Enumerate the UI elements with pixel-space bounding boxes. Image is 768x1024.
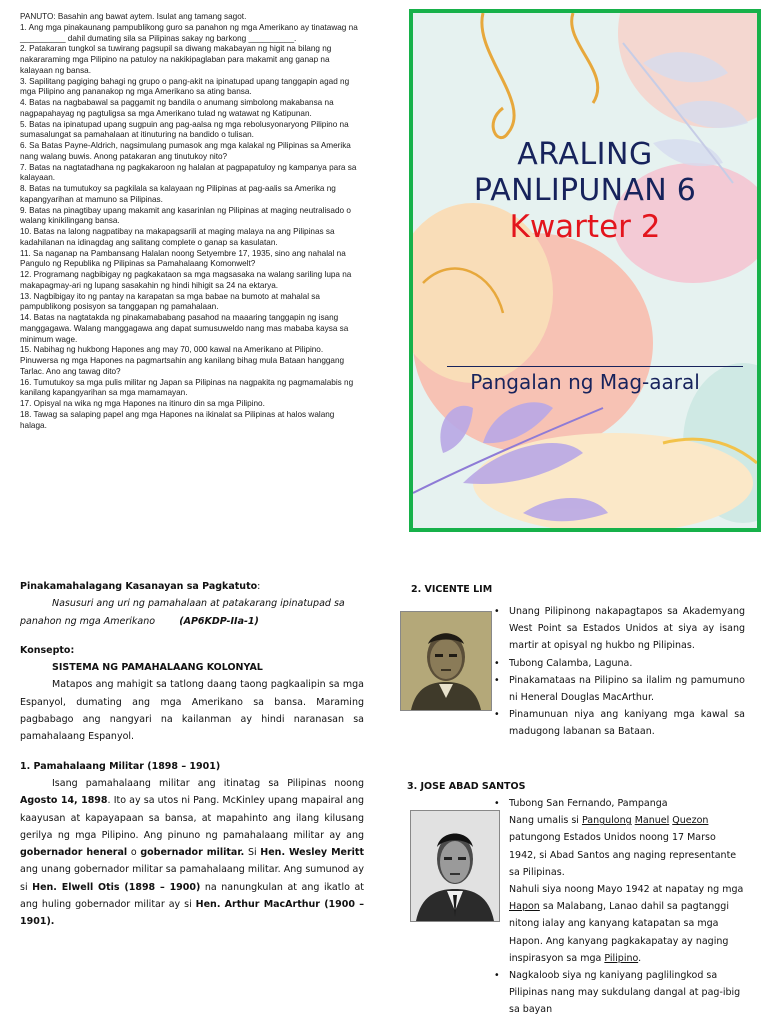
body-text: Isang pamahalaang militar ang itinatag sa Pilipinas noong [52, 777, 364, 789]
link-text: Pangulong [581, 815, 632, 827]
quiz-line: 1. Ang mga pinakaunang pampublikong guro sa panahon ng mga Amerikano ay tinatawag na [20, 22, 358, 32]
body-term: gobernador heneral [20, 847, 128, 859]
cover-title-line2: PANLIPUNAN 6 [473, 173, 697, 208]
quiz-line: halaga. [20, 420, 47, 430]
body-name: Hen. Wesley Meritt [260, 847, 365, 859]
quiz-line: kapangyarihan at mamuno sa Pilipinas. [20, 194, 163, 204]
quiz-line: 18. Tawag sa salaping papel ang mga Hapones na ikinalat sa Pilipinas at halos walang [20, 409, 335, 419]
concept-title: SISTEMA NG PAMAHALAANG KOLONYAL [52, 662, 263, 674]
link-text: Pilipino [604, 952, 639, 964]
body-text: Nahuli siya noong Mayo 1942 at napatay ng mga [509, 884, 744, 896]
quiz-line: 3. Sapilitang pagiging bahagi ng grupo o pang-akit na ipinatupad upang tanggapin agad ng [20, 76, 350, 86]
section-body [20, 775, 364, 931]
quiz-line: pampublikong posisyon sa tanggapan ng pamahalaan. [20, 302, 219, 312]
list-item: • Unang Pilipinong nakapagtapos sa Akademyang West Point sa Estados Unidos at siya ay isang martir at opisyal ng hukbo ng Pilipinas. [509, 603, 745, 655]
quiz-line: 13. Nagbibigay ito ng pantay na karapatan sa mga babae na bumoto at mahalal sa [20, 291, 320, 301]
santos-bullets [509, 795, 745, 1019]
cover-title-line1: ARALING [517, 137, 653, 172]
quiz-line: __________ dahil dumating sila sa Pilipinas sakay ng barkong __________. [20, 33, 297, 43]
spacer [20, 630, 364, 642]
cover-quarter: Kwarter 2 [509, 209, 661, 245]
list-item: • Tubong Calamba, Laguna. [509, 655, 745, 672]
quiz-line: walang kinikilingang bansa. [20, 216, 120, 226]
list-item: • Tubong San Fernando, Pampanga [509, 795, 745, 812]
quiz-line: Pangulo ng Republika ng Pilipinas sa Pamahalaang Komonwelt? [20, 259, 256, 269]
quiz-line: kalayaan. [20, 173, 56, 183]
list-item [509, 881, 745, 967]
quiz-line: kadahilanan na idinagdag ang salitang complete o ganap sa kasulatan. [20, 237, 278, 247]
body-text: sa Malabang, Lanao dahil sa pagtanggi nitong ialay ang kanyang katapatan sa mga Hapon. Ang kanyang pagkakapatay ay naging inspirasyon sa mga [509, 901, 729, 964]
spacer [20, 746, 364, 758]
body-text: o [127, 847, 141, 859]
list-item: • Pinamunuan niya ang kaniyang mga kawal sa madugong labanan sa Bataan. [509, 706, 745, 740]
quiz-line: 14. Batas na nagtatakda ng pinakamababang pasahod na maaaring tanggapin ng isang [20, 313, 339, 322]
list-item: • Nagkaloob siya ng kaniyang paglilingkod sa Pilipinas nang may sukdulang dangal at pag-ibig sa bayan [509, 967, 745, 1019]
quiz-line: nang walang buwis. Anong patakaran ang tinutukoy nito? [20, 151, 228, 161]
cover-name-label: Pangalan ng Mag-aaral [470, 370, 700, 394]
body-term: gobernador militar. [140, 847, 245, 859]
quiz-line: kanilang kapangyarihan sa mga mamamayan. [20, 388, 188, 398]
lesson-section [20, 578, 364, 931]
quiz-line: nagpapahayag ng pagtuligsa sa mga Amerikano tulad ng watawat ng Katipunan. [20, 108, 312, 118]
jose-abad-santos-photo [410, 810, 500, 922]
quiz-line: manggagawa. Walang manggagawa ang dapat sumusuweldo nang mas mababa kaysa sa [20, 323, 349, 333]
concept-heading: Konsepto: [20, 644, 75, 656]
quiz-line: minimum wage. [20, 334, 78, 344]
link-text: Quezon [672, 815, 709, 827]
body-text: Nang umalis si [509, 815, 582, 827]
competency-code: (AP6KDP-IIa-1) [179, 615, 259, 627]
body-date: Agosto 14, 1898 [20, 795, 108, 807]
link-text: Manuel [634, 815, 670, 827]
list-item [509, 812, 745, 881]
name-underline [447, 366, 743, 367]
body-text: patungong Estados Unidos noong 17 Marso 1942, si Abad Santos ang naging representante sa Pilipinas. [509, 832, 737, 878]
quiz-line: Pinuwersa ng mga Hapones na pagmartsahin ang kanilang bihag mula Bataan hanggang [20, 356, 345, 365]
cover-page [409, 9, 761, 532]
lim-heading: 2. VICENTE LIM [411, 584, 493, 595]
list-item: • Pinakamataas na Pilipino sa ilalim ng pamumuno ni Heneral Douglas MacArthur. [509, 672, 745, 706]
quiz-line: 4. Batas na nagbabawal sa paggamit ng bandila o anumang simbolong makabansa na [20, 98, 334, 107]
quiz-line: 5. Batas na ipinatupad upang sugpuin ang pag-aalsa ng mga rebolusyonaryong Pilipino na [20, 119, 349, 129]
link-text: Hapon [509, 901, 540, 913]
quiz-line: kalayaan ng bansa. [20, 65, 92, 75]
quiz-line: makapagmay-ari ng lupang sasakahin ng hindi hihigit sa 24 na ektarya. [20, 280, 279, 290]
body-text: na nanungkulan at ang ikatlo at ang huling gobernador militar ay si [20, 881, 365, 911]
quiz-line: 2. Patakaran tungkol sa tuwirang pagsupil sa diwang makabayan ng higit na bilang ng [20, 44, 332, 54]
quiz-line: PANUTO: Basahin ang bawat aytem. Isulat ang tamang sagot. [20, 12, 247, 21]
quiz-line: 10. Batas na lalong nagpatibay na makapagsarili at maging malaya na ang Pilipinas sa [20, 227, 335, 236]
body-text: . Ito ay sa utos ni Pang. McKinley upang mapairal ang kaayusan at kapayapaan sa bansa, at mapahinto ang ilang kilusang gerilya ng mga Pilipino. Ang pinuno ng pamahalaang militar ay ang [20, 795, 364, 841]
quiz-line: 8. Batas na tumutukoy sa pagkilala sa kalayaan ng Pilipinas at pag-aalis sa Amerika ng [20, 184, 336, 193]
section-heading: 1. Pamahalaang Militar (1898 – 1901) [20, 760, 221, 772]
body-name: Hen. Arthur MacArthur (1900 – 1901). [20, 899, 364, 928]
body-name: Hen. Elwell Otis (1898 – 1900) [32, 881, 201, 893]
quiz-line: 17. Opisyal na wika ng mga Hapones na itinuro din sa mga Pilipino. [20, 399, 265, 408]
quiz-line: 9. Batas na pinagtibay upang makamit ang kasarinlan ng Pilipinas at maging neutralisado o [20, 205, 351, 215]
competency-heading: Pinakamahalagang Kasanayan sa Pagkatuto [20, 581, 258, 592]
competency-colon: : [257, 581, 261, 592]
concept-intro: Matapos ang mahigit sa tatlong daang taong pagkaalipin sa mga Espanyol, dumating ang mga Amerikano sa bansa. Maraming pagbabago ang nangyari na kailanman ay hindi naranasan sa pamahalaang Espanyol. [20, 679, 364, 743]
santos-heading: 3. JOSE ABAD SANTOS [407, 781, 526, 792]
lim-bullets [509, 603, 745, 741]
quiz-line: 6. Sa Batas Payne-Aldrich, nagsimulang pumasok ang mga kalakal ng Pilipinas sa Amerika [20, 141, 351, 150]
cover-decoration [413, 13, 757, 528]
quiz-line: sumasalungat sa pamahalaan at itinuturing na bandido o tulisan. [20, 130, 254, 140]
quiz-line: 7. Batas na nagtatadhana ng pagkakaroon ng halalan at pagpapatuloy ng kampanya para sa [20, 162, 357, 172]
quiz-line: 12. Programang nagbibigay ng pagkakataon sa mga magsasaka na walang sariling lupa na [20, 270, 352, 279]
body-text: . [638, 952, 642, 964]
quiz-line: mga Pilipino ang pananakop ng mga Amerikano sa ating bansa. [20, 87, 252, 97]
quiz-line: 11. Sa naganap na Pambansang Halalan noong Setyembre 17, 1935, sino ang nahalal na [20, 248, 346, 258]
quiz-section [20, 12, 365, 431]
quiz-line: 15. Nabihag ng hukbong Hapones ang may 70, 000 kawal na Amerikano at Pilipino. [20, 345, 324, 355]
body-text: ang unang gobernador militar sa pamahalaang militar. Ang sumunod ay si [20, 864, 364, 893]
quiz-line: Tarlac. Ano ang tawag dito? [20, 366, 121, 376]
quiz-line: nakararaming mga Pilipino na patuloy na nakikipaglaban para makamit ang ganap na [20, 55, 330, 64]
vicente-lim-photo [400, 611, 492, 711]
quiz-line: 16. Tumutukoy sa mga pulis militar ng Japan sa Pilipinas na nagpakita ng pagmamalabis ng [20, 377, 354, 387]
competency-text: Nasusuri ang uri ng pamahalaan at patakarang ipinatupad sa panahon ng mga Amerikano [20, 598, 345, 627]
body-text: Si [244, 847, 261, 859]
